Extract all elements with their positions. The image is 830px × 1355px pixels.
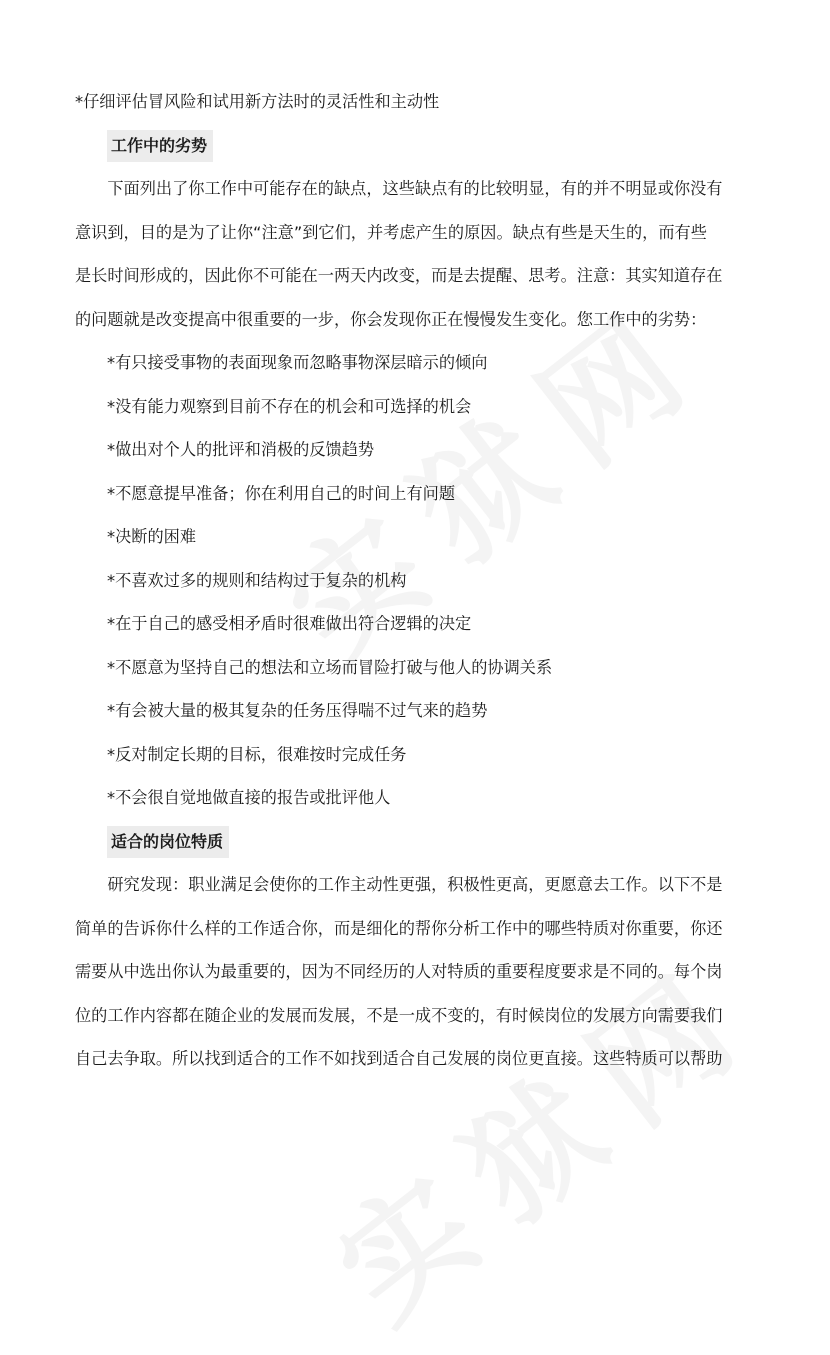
list-item: *做出对个人的批评和消极的反馈趋势 <box>107 440 375 459</box>
list-item: *不会很自觉地做直接的报告或批评他人 <box>107 788 391 807</box>
paragraph-line: 的问题就是改变提高中很重要的一步，你会发现你正在慢慢发生变化。您工作中的劣势： <box>75 310 707 329</box>
paragraph-line: 自己去争取。所以找到适合的工作不如找到适合自己发展的岗位更直接。这些特质可以帮助 <box>75 1049 723 1068</box>
paragraph-line: 位的工作内容都在随企业的发展而发展，不是一成不变的，有时候岗位的发展方向需要我们 <box>75 1006 723 1025</box>
list-item: *不愿意提早准备；你在利用自己的时间上有问题 <box>107 484 456 503</box>
intro-bullet: *仔细评估冒风险和试用新方法时的灵活性和主动性 <box>75 92 440 111</box>
list-item: *反对制定长期的目标，很难按时完成任务 <box>107 745 407 764</box>
section-heading-suitable: 适合的岗位特质 <box>107 826 229 858</box>
paragraph-line: 研究发现：职业满足会使你的工作主动性更强，积极性更高，更愿意去工作。以下不是 <box>75 875 723 894</box>
section-heading-weakness: 工作中的劣势 <box>107 130 213 162</box>
list-item: *不喜欢过多的规则和结构过于复杂的机构 <box>107 571 407 590</box>
paragraph-line: 意识到，目的是为了让你“注意”到它们，并考虑产生的原因。缺点有些是天生的，而有些 <box>75 223 707 242</box>
list-item: *没有能力观察到目前不存在的机会和可选择的机会 <box>107 397 472 416</box>
list-item: *在于自己的感受相矛盾时很难做出符合逻辑的决定 <box>107 614 472 633</box>
paragraph-line: 简单的告诉你什么样的工作适合你，而是细化的帮你分析工作中的哪些特质对你重要，你还 <box>75 919 723 938</box>
list-item: *决断的困难 <box>107 527 197 546</box>
paragraph-line: 需要从中选出你认为最重要的，因为不同经历的人对特质的重要程度要求是不同的。每个岗 <box>75 962 723 981</box>
paragraph-line: 下面列出了你工作中可能存在的缺点，这些缺点有的比较明显，有的并不明显或你没有 <box>75 179 723 198</box>
list-item: *有只接受事物的表面现象而忽略事物深层暗示的倾向 <box>107 353 488 372</box>
list-item: *有会被大量的极其复杂的任务压得喘不过气来的趋势 <box>107 701 488 720</box>
paragraph-line: 是长时间形成的，因此你不可能在一两天内改变，而是去提醒、思考。注意：其实知道存在 <box>75 266 723 285</box>
list-item: *不愿意为坚持自己的想法和立场而冒险打破与他人的协调关系 <box>107 658 553 677</box>
